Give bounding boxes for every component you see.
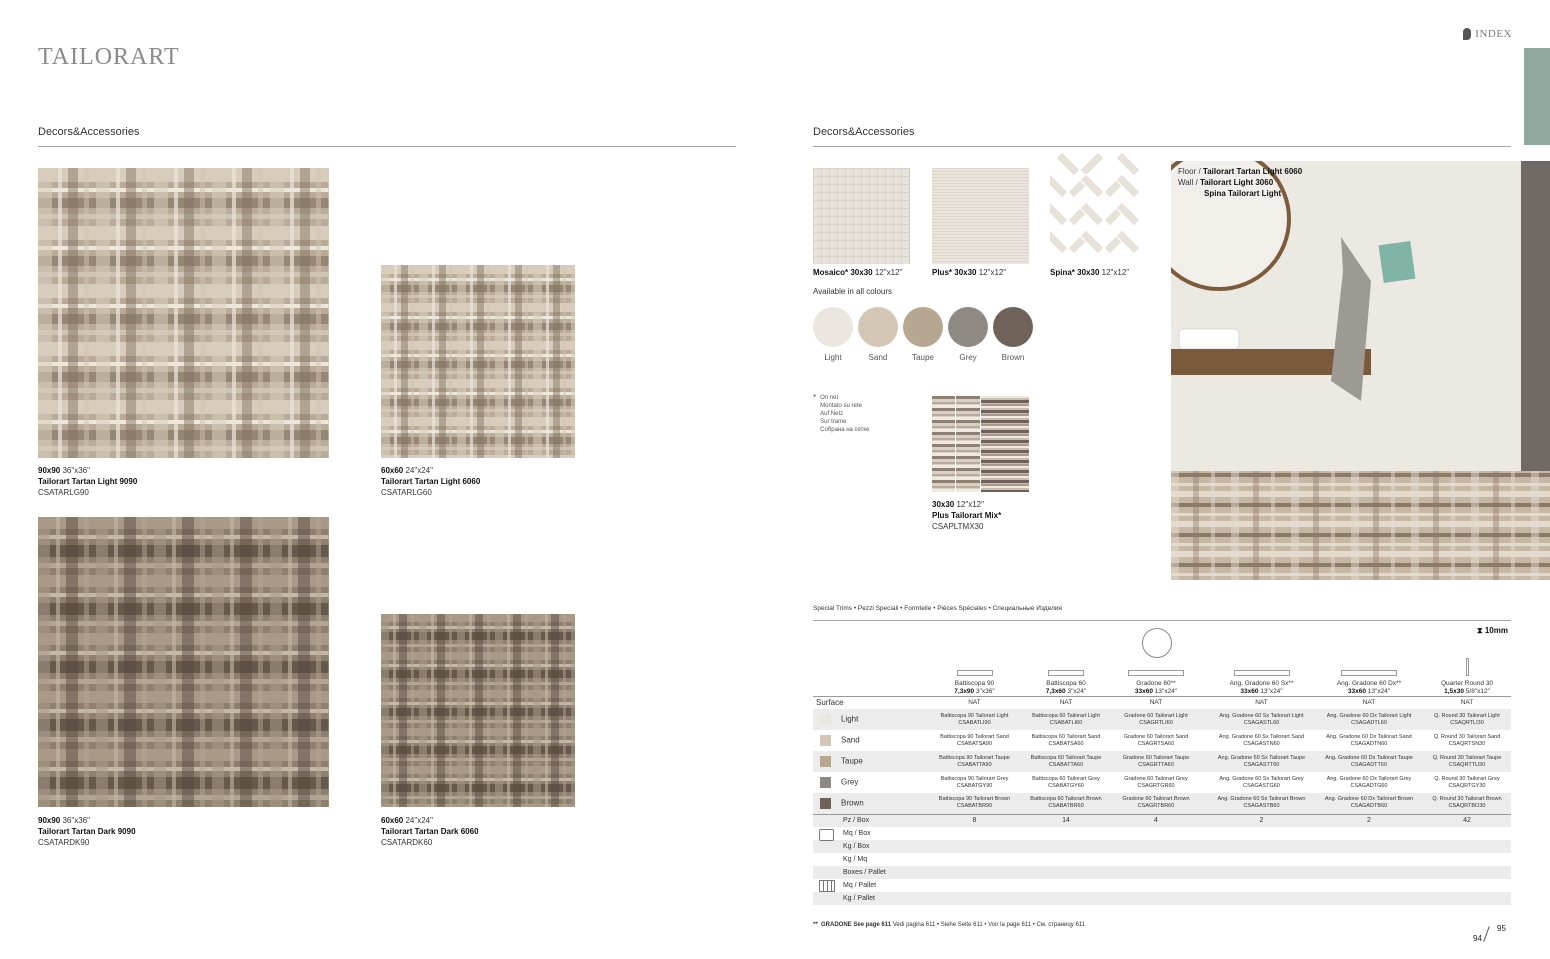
left-divider <box>38 146 736 147</box>
page-number-right: 95 <box>1497 924 1506 933</box>
swatch-brown: Brown <box>993 307 1033 362</box>
caption-tartan-light-6060: 60x60 24"x24" Tailorart Tartan Light 6060 CSATARLG60 <box>381 466 481 497</box>
page-separator <box>1483 926 1489 941</box>
index-label: INDEX <box>1475 28 1512 40</box>
table-row: Grey Battiscopa 90 Tailorart Grey CSABATGY90 Battiscopa 60 Tailorart Grey CSABATGY60 Gradone 60 Tailorart Grey CSAGRTGR60 Ang. Gradone 60 Sx Tailorart Grey CSAGASTG60 Ang. Gradone 60 Dx Tailorart Grey CSAGADTG60 Q. Round 30 Tailorart Grey CSAQRTGY30 <box>813 772 1511 793</box>
table-row: Light Battiscopa 90 Tailorart Light CSABATLI90 Battiscopa 60 Tailorart Light CSABATLI60 Gradone 60 Tailorart Light CSAGRTLI60 Ang. Gradone 60 Sx Tailorart Light CSAGASTL60 Ang. Gradone 60 Dx Tailorart Light CSAGADTL60 Q. Round 30 Tailorart Light CSAQRTLI30 <box>813 709 1511 730</box>
swatch-light: Light <box>813 307 853 362</box>
caption-mosaico: Mosaico* 30x30 12"x12" <box>813 268 903 277</box>
swatch-circle <box>948 307 988 347</box>
packaging-row: Boxes / Pallet <box>813 866 1511 879</box>
color-chip <box>820 798 831 809</box>
col-quarter-round: Quarter Round 30 1,5x30 5/8"x12" <box>1423 650 1511 696</box>
surface-row: Surface NAT NAT NAT NAT NAT NAT <box>813 696 1511 709</box>
trims-header-row <box>813 650 1511 696</box>
swatch-circle <box>993 307 1033 347</box>
table-row: Brown Battiscopa 90 Tailorart Brown CSABATBR90 Battiscopa 60 Tailorart Brown CSABATBR60 Gradone 60 Tailorart Brown CSAGRTBR60 Ang. Gradone 60 Sx Tailorart Brown CSAGASTB60 Ang. Gradone 60 Dx Tailorart Brown CSAGADTB60 Q. Round 30 Tailorart Brown CSAQRTBO30 <box>813 793 1511 814</box>
section-tab[interactable] <box>1524 48 1550 145</box>
swatch-circle <box>813 307 853 347</box>
tile-tartan-dark-6060 <box>381 614 575 807</box>
thickness-icon: ⧗ <box>1477 626 1483 635</box>
swatch-taupe: Taupe <box>903 307 943 362</box>
left-section-title: Decors&Accessories <box>38 126 140 138</box>
trims-divider <box>813 620 1511 621</box>
right-section-title: Decors&Accessories <box>813 126 915 138</box>
col-battiscopa-60: Battiscopa 60 7,3x60 3"x24" <box>1028 650 1104 696</box>
pallet-icon <box>819 880 835 892</box>
page-number-left: 94 <box>1473 934 1482 943</box>
col-ang-gradone-sx: Ang. Gradone 60 Sx** 33x60 13"x24" <box>1208 650 1315 696</box>
trims-title: Special Trims • Pezzi Speciali • Formteile • Pièces Spéciales • Специальные Изделия <box>813 605 1062 612</box>
table-row: Sand Battiscopa 90 Tailorart Sand CSABATSA90 Battiscopa 60 Tailorart Sand CSABATSA60 Gradone 60 Tailorart Sand CSAGRTSA60 Ang. Gradone 60 Sx Tailorart Sand CSAGASTN60 Ang. Gradone 60 Dx Tailorart Sand CSAGADTN60 Q. Round 30 Tailorart Sand CSAQRTSN30 <box>813 730 1511 751</box>
caption-spina: Spina* 30x30 12"x12" <box>1050 268 1130 277</box>
packaging-row: Kg / Pallet <box>813 892 1511 905</box>
caption-tartan-dark-9090: 90x90 36"x36" Tailorart Tartan Dark 9090 CSATARDK90 <box>38 816 136 847</box>
box-icon <box>819 829 834 841</box>
net-note: * On net Montato su rete Auf Netz Sur trame Собрана на сетке <box>813 393 870 433</box>
color-chip <box>820 777 831 788</box>
colour-swatches <box>813 307 1033 362</box>
packaging-row: Mq / Pallet <box>843 882 877 889</box>
swatch-circle <box>858 307 898 347</box>
photo-caption: Floor / Tailorart Tartan Light 6060 Wall / Tailorart Light 3060 Spina Tailorart Light <box>1178 167 1303 198</box>
packaging-row: Kg / Mq <box>843 856 868 863</box>
col-ang-gradone-dx: Ang. Gradone 60 Dx** 33x60 13"x24" <box>1315 650 1423 696</box>
caption-plus-mix: 30x30 12"x12" Plus Tailorart Mix* CSAPLTMX30 <box>932 500 1002 531</box>
decor-mosaico <box>813 168 910 264</box>
col-gradone-60: Gradone 60** 33x60 13"x24" <box>1104 650 1208 696</box>
color-chip <box>820 735 831 746</box>
color-chip <box>820 714 831 725</box>
caption-plus: Plus* 30x30 12"x12" <box>932 268 1007 277</box>
packaging-row: Mq / Box <box>843 830 871 837</box>
table-row: Taupe Battiscopa 90 Tailorart Taupe CSABATTA90 Battiscopa 60 Tailorart Taupe CSABATTA60 Gradone 60 Tailorart Taupe CSAGRTTA60 Ang. Gradone 60 Sx Tailorart Taupe CSAGASTT60 Ang. Gradone 60 Dx Tailorart Taupe CSAGADTT60 Q. Round 30 Tailorart Taupe CSAQRTTU30 <box>813 751 1511 772</box>
trims-table <box>813 650 1511 905</box>
swatch-circle <box>903 307 943 347</box>
tile-tartan-dark-9090 <box>38 517 329 807</box>
gradone-footnote: ** GRADONE See page 611 Vedi pagina 611 • Siehe Seite 611 • Voir la page 611 • См. страницу 611 <box>813 922 1086 928</box>
index-link[interactable] <box>1463 28 1512 40</box>
col-battiscopa-90: Battiscopa 90 7,3x90 3"x36" <box>921 650 1028 696</box>
decor-spina <box>1050 152 1147 264</box>
caption-tartan-dark-6060: 60x60 24"x24" Tailorart Tartan Dark 6060 CSATARDK60 <box>381 816 479 847</box>
swatch-grey: Grey <box>948 307 988 362</box>
packaging-row: Pz / Box 8 14 4 2 2 42 <box>813 814 1511 827</box>
swatch-sand: Sand <box>858 307 898 362</box>
ambient-photo <box>1171 161 1550 580</box>
decor-plus <box>932 168 1029 264</box>
tile-tartan-light-9090 <box>38 168 329 458</box>
tile-tartan-light-6060 <box>381 265 575 458</box>
available-colours-label: Available in all colours <box>813 287 893 296</box>
thickness-label: ⧗ 10mm <box>1477 626 1508 635</box>
brand-title: TAILORART <box>38 44 180 70</box>
color-chip <box>820 756 831 767</box>
index-icon <box>1463 28 1471 40</box>
caption-tartan-light-9090: 90x90 36"x36" Tailorart Tartan Light 9090 CSATARLG90 <box>38 466 138 497</box>
right-divider <box>813 146 1511 147</box>
decor-plus-mix <box>932 396 1029 492</box>
packaging-row: Kg / Box <box>813 840 1511 853</box>
